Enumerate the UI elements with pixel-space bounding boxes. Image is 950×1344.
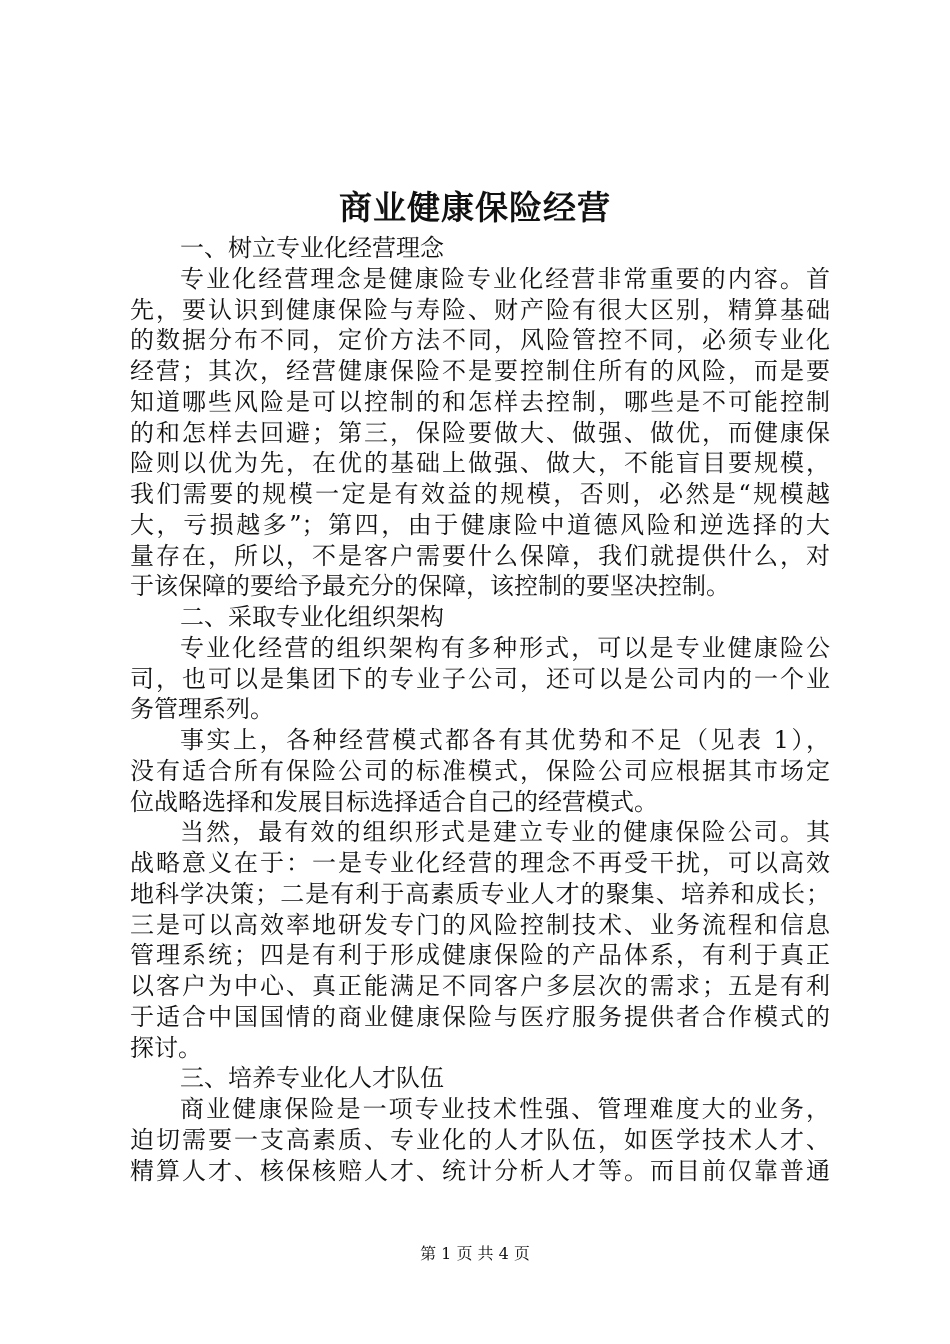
text-line: 经营；其次，经营健康保险不是要控制住所有的风险，而是要 [130, 357, 830, 385]
text-line: 当然，最有效的组织形式是建立专业的健康保险公司。其 [180, 818, 830, 847]
text-line: 于该保障的要给予最充分的保障，该控制的要坚决控制。 [130, 572, 730, 601]
text-line: 先，要认识到健康保险与寿险、财产险有很大区别，精算基础 [130, 295, 830, 324]
text-line: 管理系统；四是有利于形成健康保险的产品体系，有利于真正 [130, 941, 830, 970]
document-body [130, 233, 830, 1186]
text-line: 探讨。 [130, 1033, 202, 1062]
text-line: 于适合中国国情的商业健康保险与医疗服务提供者合作模式的 [130, 1002, 830, 1031]
text-line: 的和怎样去回避；第三，保险要做大、做强、做优，而健康保 [130, 418, 830, 447]
text-line: 三、培养专业化人才队伍 [180, 1064, 444, 1093]
page-title: 商业健康保险经营 [339, 188, 611, 227]
text-line: 精算人才、核保核赔人才、统计分析人才等。而目前仅靠普通 [130, 1156, 830, 1185]
text-line: 我们需要的规模一定是有效益的规模，否则，必然是“规模越 [130, 480, 830, 508]
text-line: 知道哪些风险是可以控制的和怎样去控制，哪些是不可能控制 [130, 387, 830, 416]
text-line: 专业化经营理念是健康险专业化经营非常重要的内容。首 [180, 264, 830, 293]
text-line: 迫切需要一支高素质、专业化的人才队伍，如医学技术人才、 [130, 1125, 830, 1154]
text-line: 的数据分布不同，定价方法不同，风险管控不同，必须专业化 [130, 326, 830, 355]
text-line: 一、树立专业化经营理念 [180, 234, 444, 262]
text-line: 以客户为中心、真正能满足不同客户多层次的需求；五是有利 [130, 972, 830, 1000]
text-line: 没有适合所有保险公司的标准模式，保险公司应根据其市场定 [130, 756, 830, 785]
text-line: 事实上，各种经营模式都各有其优势和不足（见表 1）， [180, 726, 830, 754]
text-line: 位战略选择和发展目标选择适合自己的经营模式。 [130, 787, 658, 816]
text-line: 二、采取专业化组织架构 [180, 603, 444, 631]
text-line: 险则以优为先，在优的基础上做强、做大，不能盲目要规模， [130, 449, 830, 478]
text-line: 三是可以高效率地研发专门的风险控制技术、业务流程和信息 [130, 910, 830, 939]
text-line: 量存在，所以，不是客户需要什么保障，我们就提供什么，对 [130, 541, 830, 570]
text-line: 战略意义在于：一是专业化经营的理念不再受干扰，可以高效 [130, 849, 830, 877]
text-line: 地科学决策；二是有利于高素质专业人才的聚集、培养和成长； [130, 879, 830, 908]
page-footer: 第 1 页 共 4 页 [420, 1244, 530, 1263]
text-line: 司，也可以是集团下的专业子公司，还可以是公司内的一个业 [130, 664, 830, 693]
text-line: 务管理系列。 [130, 695, 274, 724]
text-line: 大，亏损越多”；第四，由于健康险中道德风险和逆选择的大 [130, 510, 830, 539]
text-line: 专业化经营的组织架构有多种形式，可以是专业健康险公 [180, 633, 830, 662]
text-line: 商业健康保险是一项专业技术性强、管理难度大的业务， [180, 1095, 830, 1123]
